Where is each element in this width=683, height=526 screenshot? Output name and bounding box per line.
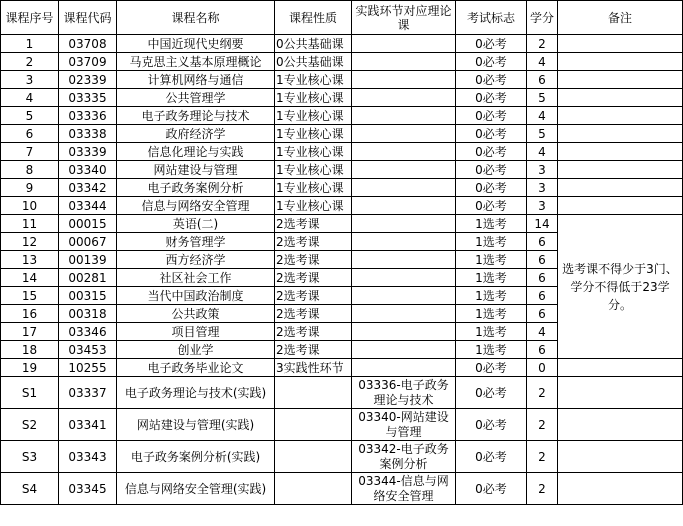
cell-code: 03346 xyxy=(59,323,117,341)
cell-nature: 0公共基础课 xyxy=(275,53,352,71)
cell-exam: 0必考 xyxy=(456,473,527,505)
cell-seq: 2 xyxy=(1,53,59,71)
table-row xyxy=(1,53,683,71)
header-seq: 课程序号 xyxy=(1,1,59,35)
cell-seq: 18 xyxy=(1,341,59,359)
cell-name: 信息化理论与实践 xyxy=(117,143,275,161)
table-row xyxy=(1,143,683,161)
cell-nature: 1专业核心课 xyxy=(275,125,352,143)
cell-nature xyxy=(275,473,352,505)
cell-code: 00281 xyxy=(59,269,117,287)
cell-practice xyxy=(352,269,456,287)
cell-seq: 13 xyxy=(1,251,59,269)
cell-exam: 0必考 xyxy=(456,359,527,377)
header-name: 课程名称 xyxy=(117,1,275,35)
cell-nature: 0公共基础课 xyxy=(275,35,352,53)
cell-name: 电子政务毕业论文 xyxy=(117,359,275,377)
cell-code: 03343 xyxy=(59,441,117,473)
cell-practice xyxy=(352,35,456,53)
cell-name: 财务管理学 xyxy=(117,233,275,251)
cell-name: 中国近现代史纲要 xyxy=(117,35,275,53)
cell-credit: 4 xyxy=(527,143,558,161)
table-row xyxy=(1,441,683,473)
cell-credit: 5 xyxy=(527,89,558,107)
cell-nature: 2选考课 xyxy=(275,269,352,287)
cell-exam: 1选考 xyxy=(456,269,527,287)
cell-name: 马克思主义基本原理概论 xyxy=(117,53,275,71)
cell-name: 计算机网络与通信 xyxy=(117,71,275,89)
cell-exam: 1选考 xyxy=(456,233,527,251)
cell-seq: S1 xyxy=(1,377,59,409)
cell-seq: 1 xyxy=(1,35,59,53)
cell-credit: 2 xyxy=(527,35,558,53)
cell-seq: 5 xyxy=(1,107,59,125)
cell-credit: 6 xyxy=(527,269,558,287)
cell-seq: 7 xyxy=(1,143,59,161)
cell-code: 03335 xyxy=(59,89,117,107)
cell-practice xyxy=(352,161,456,179)
cell-credit: 4 xyxy=(527,53,558,71)
cell-remark xyxy=(558,143,683,161)
cell-exam: 1选考 xyxy=(456,341,527,359)
cell-exam: 0必考 xyxy=(456,53,527,71)
cell-credit: 6 xyxy=(527,287,558,305)
cell-nature xyxy=(275,409,352,441)
table-row xyxy=(1,409,683,441)
cell-nature: 1专业核心课 xyxy=(275,161,352,179)
cell-name: 政府经济学 xyxy=(117,125,275,143)
cell-credit: 6 xyxy=(527,71,558,89)
cell-exam: 1选考 xyxy=(456,215,527,233)
cell-nature: 1专业核心课 xyxy=(275,179,352,197)
cell-name: 网站建设与管理(实践) xyxy=(117,409,275,441)
cell-seq: 16 xyxy=(1,305,59,323)
header-exam: 考试标志 xyxy=(456,1,527,35)
cell-exam: 0必考 xyxy=(456,377,527,409)
cell-remark xyxy=(558,441,683,473)
cell-remark xyxy=(558,89,683,107)
header-credit: 学分 xyxy=(527,1,558,35)
cell-practice: 03336-电子政务理论与技术 xyxy=(352,377,456,409)
cell-practice: 03342-电子政务案例分析 xyxy=(352,441,456,473)
cell-credit: 3 xyxy=(527,197,558,215)
cell-code: 03708 xyxy=(59,35,117,53)
cell-seq: 4 xyxy=(1,89,59,107)
cell-name: 社区社会工作 xyxy=(117,269,275,287)
cell-credit: 4 xyxy=(527,323,558,341)
cell-code: 03336 xyxy=(59,107,117,125)
cell-name: 电子政务案例分析(实践) xyxy=(117,441,275,473)
cell-name: 电子政务理论与技术(实践) xyxy=(117,377,275,409)
cell-exam: 1选考 xyxy=(456,305,527,323)
cell-exam: 0必考 xyxy=(456,179,527,197)
cell-name: 公共政策 xyxy=(117,305,275,323)
cell-code: 00067 xyxy=(59,233,117,251)
cell-remark xyxy=(558,53,683,71)
cell-remark xyxy=(558,161,683,179)
cell-code: 03453 xyxy=(59,341,117,359)
cell-practice xyxy=(352,179,456,197)
table-row xyxy=(1,35,683,53)
cell-nature: 2选考课 xyxy=(275,251,352,269)
cell-nature: 1专业核心课 xyxy=(275,107,352,125)
cell-remark xyxy=(558,125,683,143)
cell-code: 03338 xyxy=(59,125,117,143)
cell-code: 03345 xyxy=(59,473,117,505)
cell-remark xyxy=(558,71,683,89)
cell-code: 00139 xyxy=(59,251,117,269)
cell-seq: S4 xyxy=(1,473,59,505)
cell-practice xyxy=(352,197,456,215)
table-row xyxy=(1,359,683,377)
cell-name: 当代中国政治制度 xyxy=(117,287,275,305)
cell-practice xyxy=(352,341,456,359)
cell-name: 英语(二) xyxy=(117,215,275,233)
cell-code: 00315 xyxy=(59,287,117,305)
cell-exam: 0必考 xyxy=(456,107,527,125)
cell-seq: 6 xyxy=(1,125,59,143)
cell-code: 03344 xyxy=(59,197,117,215)
cell-nature xyxy=(275,441,352,473)
cell-nature: 2选考课 xyxy=(275,341,352,359)
cell-nature: 1专业核心课 xyxy=(275,71,352,89)
cell-name: 西方经济学 xyxy=(117,251,275,269)
table-row xyxy=(1,125,683,143)
header-code: 课程代码 xyxy=(59,1,117,35)
cell-credit: 2 xyxy=(527,473,558,505)
cell-practice xyxy=(352,71,456,89)
cell-credit: 2 xyxy=(527,377,558,409)
cell-practice xyxy=(352,251,456,269)
cell-practice xyxy=(352,53,456,71)
header-remark: 备注 xyxy=(558,1,683,35)
cell-exam: 1选考 xyxy=(456,287,527,305)
cell-name: 电子政务案例分析 xyxy=(117,179,275,197)
cell-name: 网站建设与管理 xyxy=(117,161,275,179)
cell-seq: 3 xyxy=(1,71,59,89)
cell-practice xyxy=(352,323,456,341)
table-body xyxy=(1,35,683,505)
cell-exam: 0必考 xyxy=(456,143,527,161)
cell-code: 03339 xyxy=(59,143,117,161)
cell-exam: 0必考 xyxy=(456,441,527,473)
cell-practice xyxy=(352,233,456,251)
cell-seq: S2 xyxy=(1,409,59,441)
cell-practice: 03340-网站建设与管理 xyxy=(352,409,456,441)
table-row xyxy=(1,179,683,197)
table-row xyxy=(1,473,683,505)
cell-code: 10255 xyxy=(59,359,117,377)
cell-remark xyxy=(558,107,683,125)
cell-credit: 5 xyxy=(527,125,558,143)
cell-practice xyxy=(352,305,456,323)
cell-seq: 19 xyxy=(1,359,59,377)
table-row xyxy=(1,89,683,107)
cell-practice xyxy=(352,125,456,143)
cell-credit: 6 xyxy=(527,305,558,323)
cell-credit: 6 xyxy=(527,341,558,359)
cell-remark xyxy=(558,473,683,505)
table-row xyxy=(1,377,683,409)
cell-name: 项目管理 xyxy=(117,323,275,341)
cell-code: 03342 xyxy=(59,179,117,197)
cell-nature: 2选考课 xyxy=(275,233,352,251)
cell-seq: 8 xyxy=(1,161,59,179)
cell-credit: 14 xyxy=(527,215,558,233)
cell-exam: 0必考 xyxy=(456,89,527,107)
cell-code: 00015 xyxy=(59,215,117,233)
cell-code: 03709 xyxy=(59,53,117,71)
cell-nature: 2选考课 xyxy=(275,323,352,341)
cell-exam: 0必考 xyxy=(456,409,527,441)
cell-exam: 1选考 xyxy=(456,251,527,269)
cell-credit: 2 xyxy=(527,441,558,473)
cell-practice xyxy=(352,107,456,125)
remark-note: 选考课不得少于3门、学分不得低于23学分。 xyxy=(558,215,683,359)
cell-practice xyxy=(352,287,456,305)
cell-seq: 11 xyxy=(1,215,59,233)
cell-practice: 03344-信息与网络安全管理 xyxy=(352,473,456,505)
cell-practice xyxy=(352,89,456,107)
cell-nature: 1专业核心课 xyxy=(275,89,352,107)
cell-practice xyxy=(352,215,456,233)
cell-credit: 6 xyxy=(527,233,558,251)
cell-name: 信息与网络安全管理 xyxy=(117,197,275,215)
table-row xyxy=(1,107,683,125)
cell-code: 03340 xyxy=(59,161,117,179)
cell-remark xyxy=(558,409,683,441)
cell-seq: 12 xyxy=(1,233,59,251)
cell-remark xyxy=(558,35,683,53)
cell-exam: 1选考 xyxy=(456,323,527,341)
table-row xyxy=(1,71,683,89)
cell-practice xyxy=(352,359,456,377)
cell-exam: 0必考 xyxy=(456,125,527,143)
table-row xyxy=(1,215,683,233)
cell-credit: 3 xyxy=(527,161,558,179)
header-practice: 实践环节对应理论课 xyxy=(352,1,456,35)
cell-practice xyxy=(352,143,456,161)
cell-name: 创业学 xyxy=(117,341,275,359)
cell-name: 公共管理学 xyxy=(117,89,275,107)
table-row xyxy=(1,197,683,215)
cell-seq: 14 xyxy=(1,269,59,287)
cell-credit: 3 xyxy=(527,179,558,197)
cell-exam: 0必考 xyxy=(456,71,527,89)
cell-nature xyxy=(275,377,352,409)
cell-remark xyxy=(558,197,683,215)
cell-nature: 3实践性环节 xyxy=(275,359,352,377)
cell-credit: 0 xyxy=(527,359,558,377)
cell-seq: 15 xyxy=(1,287,59,305)
cell-nature: 1专业核心课 xyxy=(275,197,352,215)
cell-remark xyxy=(558,359,683,377)
cell-exam: 0必考 xyxy=(456,35,527,53)
cell-code: 00318 xyxy=(59,305,117,323)
header-nature: 课程性质 xyxy=(275,1,352,35)
cell-exam: 0必考 xyxy=(456,197,527,215)
cell-seq: 10 xyxy=(1,197,59,215)
cell-nature: 2选考课 xyxy=(275,305,352,323)
cell-seq: 9 xyxy=(1,179,59,197)
cell-nature: 2选考课 xyxy=(275,215,352,233)
cell-name: 电子政务理论与技术 xyxy=(117,107,275,125)
cell-code: 03337 xyxy=(59,377,117,409)
cell-remark xyxy=(558,377,683,409)
cell-seq: S3 xyxy=(1,441,59,473)
cell-nature: 2选考课 xyxy=(275,287,352,305)
cell-credit: 6 xyxy=(527,251,558,269)
cell-seq: 17 xyxy=(1,323,59,341)
cell-nature: 1专业核心课 xyxy=(275,143,352,161)
cell-remark xyxy=(558,179,683,197)
cell-credit: 2 xyxy=(527,409,558,441)
table-row xyxy=(1,161,683,179)
cell-code: 02339 xyxy=(59,71,117,89)
cell-code: 03341 xyxy=(59,409,117,441)
cell-name: 信息与网络安全管理(实践) xyxy=(117,473,275,505)
cell-exam: 0必考 xyxy=(456,161,527,179)
table-header-row xyxy=(1,1,683,35)
cell-credit: 4 xyxy=(527,107,558,125)
